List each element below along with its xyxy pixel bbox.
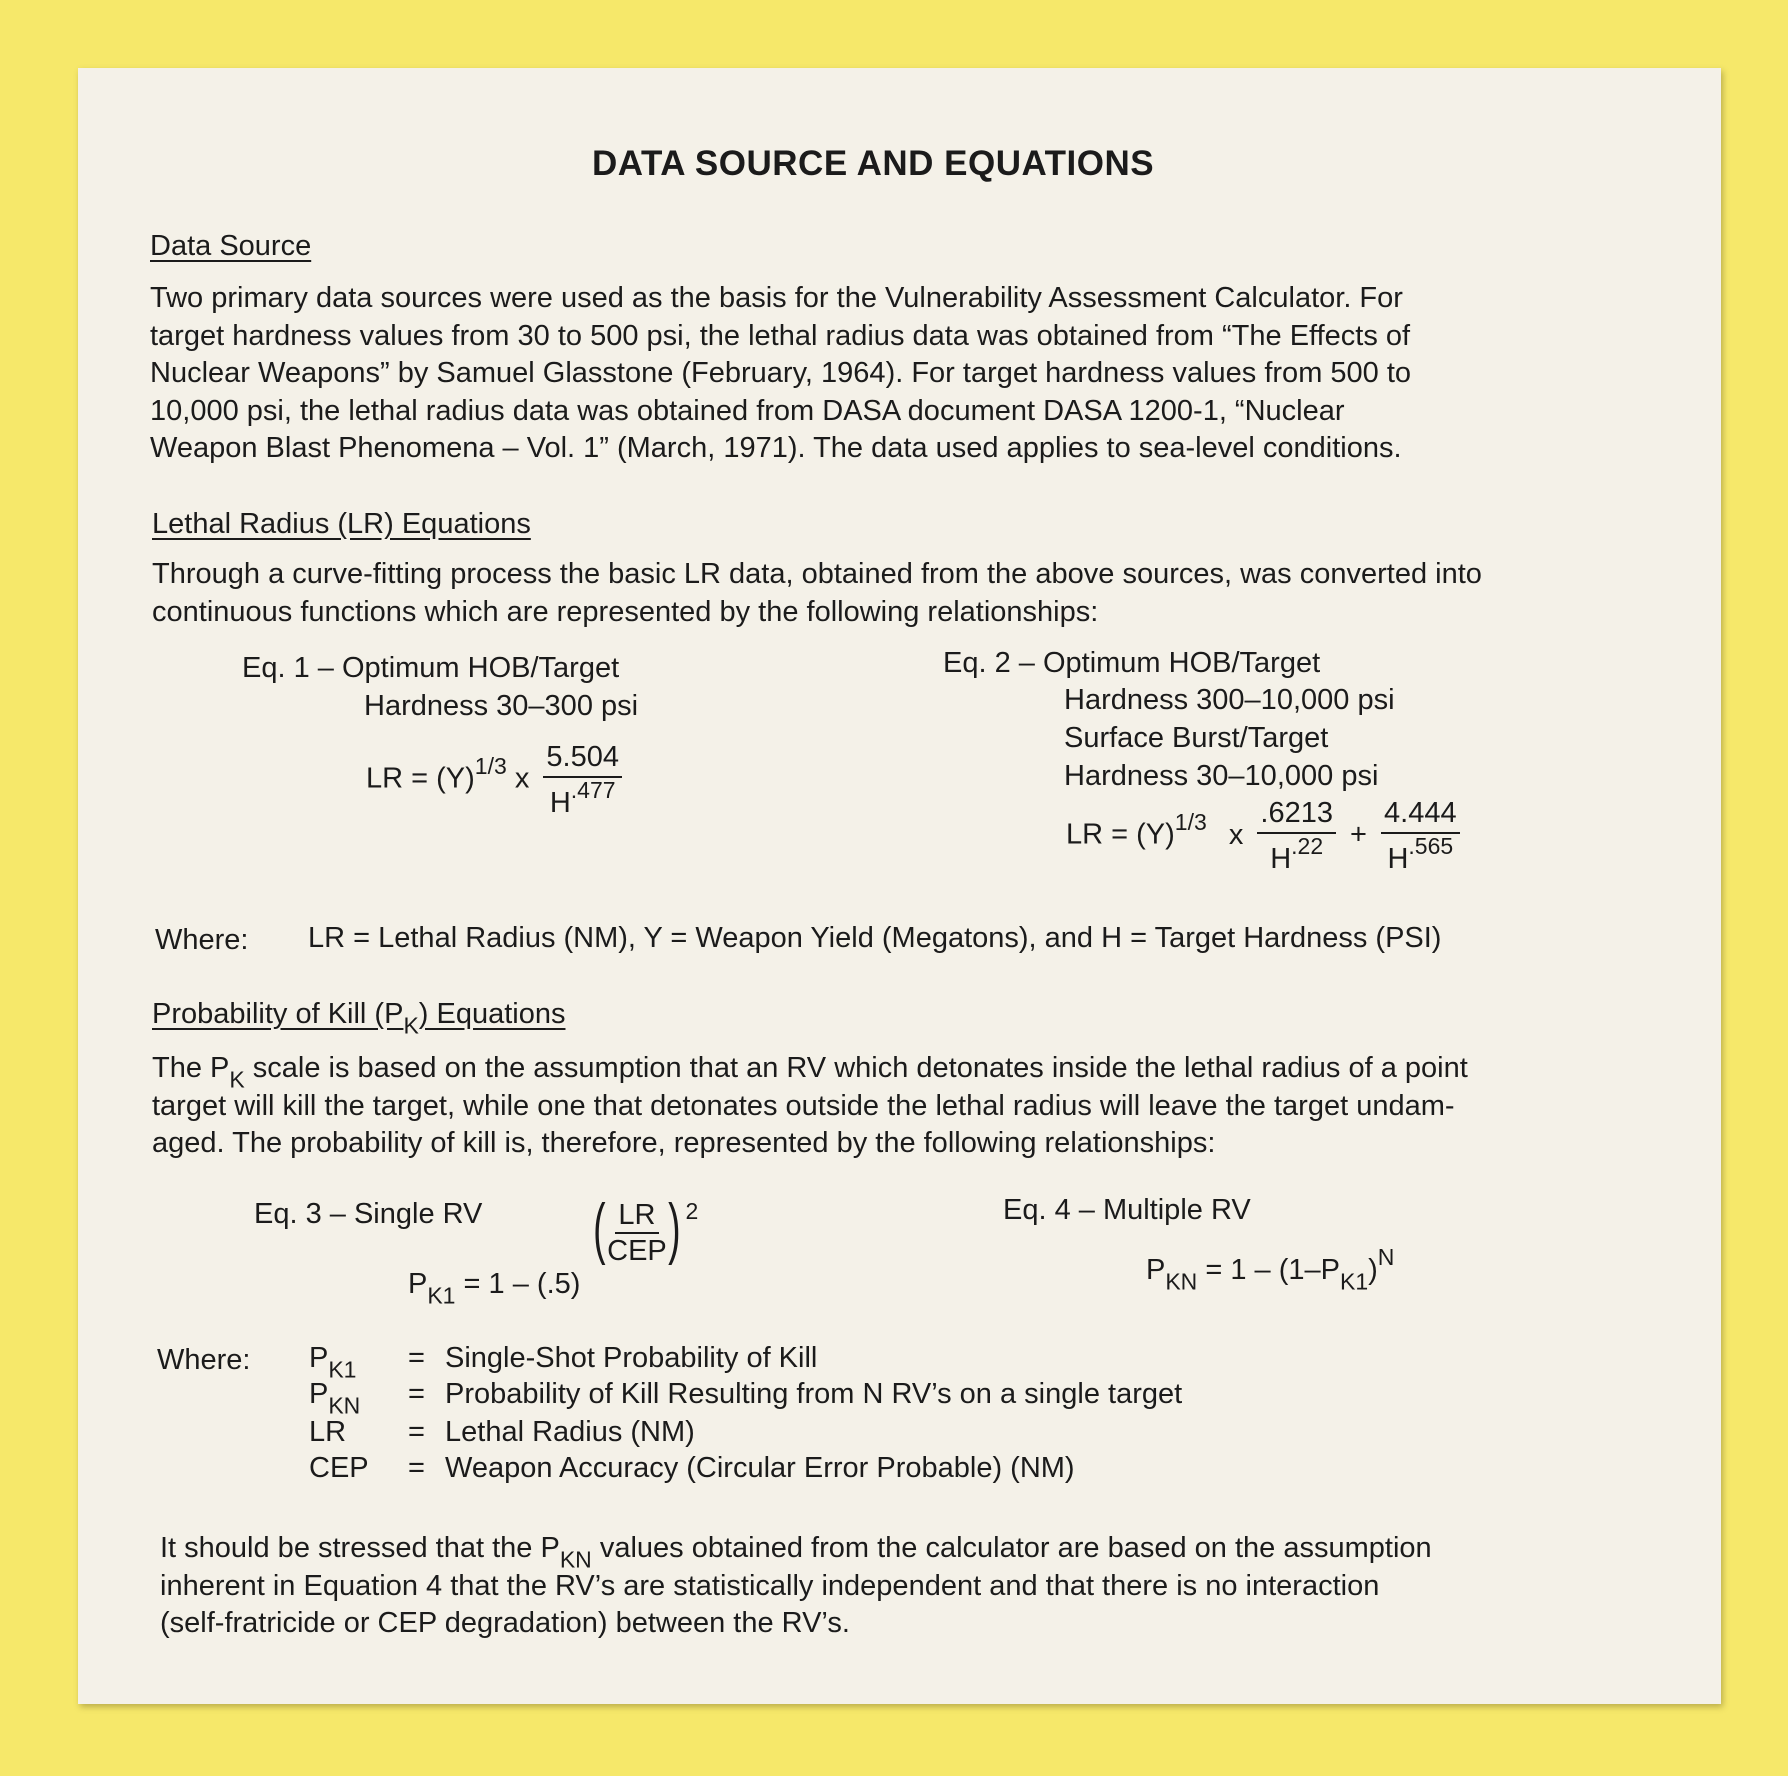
- eq3-exponent: 2: [685, 1198, 699, 1225]
- paragraph-line: Weapon Blast Phenomena – Vol. 1” (March, 1971). The data used applies to sea-level conditions.: [150, 432, 1402, 464]
- eq1-formula: [366, 740, 628, 820]
- eq2-hardness-2: Hardness 30–10,000 psi: [1064, 760, 1379, 792]
- page-title: DATA SOURCE AND EQUATIONS: [592, 144, 1155, 183]
- closing-line1-sub: KN: [559, 1546, 592, 1573]
- equals-sign: =: [408, 1342, 425, 1374]
- eq4-formula: [1146, 1244, 1395, 1295]
- equals-sign: =: [408, 1452, 425, 1484]
- eq2-fraction-2: [1381, 796, 1460, 876]
- eq4-lhs-base: P: [1146, 1254, 1166, 1286]
- eq1-exponent: 1/3: [474, 752, 507, 779]
- eq2-fraction-1: [1257, 796, 1336, 876]
- symbol-base: CEP: [309, 1452, 369, 1484]
- eq1-numerator: 5.504: [543, 740, 622, 778]
- eq4-rhs: = 1 – (1–P: [1205, 1254, 1340, 1286]
- eq1-den-exp: .477: [570, 777, 616, 804]
- paragraph-line: [160, 1530, 1432, 1573]
- data-source-paragraph: [150, 280, 1411, 468]
- eq3-denominator: CEP: [607, 1235, 667, 1267]
- eq4-lhs-sub: KN: [1165, 1268, 1198, 1295]
- lr-equations-heading: Lethal Radius (LR) Equations: [152, 508, 531, 540]
- paragraph-line: target will kill the target, while one that detonates outside the lethal radius will leave the target undam-: [152, 1089, 1455, 1122]
- definition-symbol: [309, 1342, 357, 1383]
- eq3-label: Eq. 3 – Single RV: [254, 1198, 483, 1230]
- pk-heading-post: ) Equations: [418, 998, 566, 1030]
- lr-where-label: Where:: [155, 924, 249, 956]
- symbol-base: P: [309, 1378, 329, 1410]
- eq4-rhs-sub: K1: [1339, 1268, 1369, 1295]
- paragraph-line: inherent in Equation 4 that the RV’s are statistically independent and that there is no interaction: [160, 1569, 1380, 1602]
- eq1-times: x: [514, 762, 530, 795]
- pk-heading-sub: K: [403, 1012, 419, 1039]
- paragraph-line: Nuclear Weapons” by Samuel Glasstone (February, 1964). For target hardness values from 500 to: [150, 357, 1412, 389]
- definition-text: Lethal Radius (NM): [445, 1416, 695, 1448]
- eq3-numerator: LR: [615, 1200, 658, 1234]
- paragraph-line: [152, 1050, 1468, 1093]
- closing-line1-pre: It should be stressed that the P: [160, 1532, 560, 1564]
- eq2-den2-base: H: [1387, 843, 1409, 875]
- eq4-label: Eq. 4 – Multiple RV: [1003, 1194, 1251, 1226]
- eq1-label: Eq. 1 – Optimum HOB/Target: [242, 652, 620, 684]
- eq3-lhs-sub: K1: [427, 1282, 456, 1309]
- symbol-base: P: [309, 1342, 329, 1374]
- symbol-sub: KN: [328, 1392, 361, 1419]
- pk-where-label: Where:: [157, 1344, 251, 1376]
- eq3-fraction: [607, 1200, 667, 1266]
- pk-heading-pre: Probability of Kill (P: [152, 998, 404, 1030]
- paragraph-line: Through a curve-fitting process the basic LR data, obtained from the above sources, was converted into: [152, 558, 1482, 590]
- lr-where-definitions: LR = Lethal Radius (NM), Y = Weapon Yield (Megatons), and H = Target Hardness (PSI): [308, 922, 1442, 954]
- pk-line1-sub: K: [229, 1066, 245, 1093]
- paragraph-line: aged. The probability of kill is, therefore, represented by the following relationships:: [152, 1127, 1216, 1159]
- left-paren: (: [593, 1190, 607, 1266]
- definition-symbol: [309, 1378, 361, 1419]
- eq3-rhs: = 1 – (.5): [463, 1268, 581, 1300]
- eq1-den-base: H: [549, 787, 571, 819]
- eq1-fraction: [543, 740, 622, 820]
- definition-text: Single-Shot Probability of Kill: [445, 1342, 818, 1374]
- symbol-base: LR: [309, 1416, 347, 1448]
- pk-line1-post: scale is based on the assumption that an RV which detonates inside the lethal radius of a point: [244, 1052, 1468, 1084]
- symbol-sub: K1: [328, 1356, 357, 1383]
- eq2-denominator-1: [1270, 834, 1323, 876]
- paragraph-line: Two primary data sources were used as the basis for the Vulnerability Assessment Calculator. For: [150, 282, 1403, 314]
- eq2-hardness: Hardness 300–10,000 psi: [1064, 684, 1395, 716]
- paragraph-line: (self-fratricide or CEP degradation) between the RV’s.: [160, 1607, 850, 1639]
- lr-intro-paragraph: [152, 556, 1482, 631]
- eq1-lhs: LR = (Y): [366, 762, 475, 795]
- eq3-lhs-base: P: [408, 1268, 428, 1300]
- eq2-numerator-2: 4.444: [1381, 796, 1460, 834]
- eq4-exponent: N: [1377, 1244, 1395, 1271]
- equals-sign: =: [408, 1416, 425, 1448]
- eq2-plus: +: [1350, 818, 1367, 851]
- eq1-hardness: Hardness 30–300 psi: [364, 690, 639, 722]
- closing-paragraph: [160, 1530, 1432, 1643]
- eq2-den2-exp: .565: [1408, 833, 1454, 860]
- paragraph-line: continuous functions which are represented by the following relationships:: [152, 595, 1099, 628]
- equals-sign: =: [408, 1378, 425, 1410]
- eq2-denominator-2: [1387, 834, 1453, 876]
- pk-intro-paragraph: [152, 1050, 1468, 1163]
- eq2-surface-burst: Surface Burst/Target: [1064, 722, 1329, 754]
- definition-text: Probability of Kill Resulting from N RV’s on a single target: [445, 1378, 1183, 1410]
- pk-equations-heading: [152, 998, 566, 1039]
- definition-symbol: [309, 1452, 369, 1485]
- paragraph-line: target hardness values from 30 to 500 psi, the lethal radius data was obtained from “The Effects of: [150, 319, 1411, 352]
- eq3-formula: [408, 1190, 699, 1309]
- pk-line1-pre: The P: [152, 1052, 230, 1084]
- right-paren: ): [667, 1190, 681, 1266]
- closing-line1-post: values obtained from the calculator are based on the assumption: [591, 1532, 1432, 1564]
- eq2-label: Eq. 2 – Optimum HOB/Target: [943, 647, 1321, 679]
- paragraph-line: 10,000 psi, the lethal radius data was obtained from DASA document DASA 1200-1, “Nuclear: [150, 394, 1345, 427]
- eq2-lhs: LR = (Y): [1066, 818, 1175, 851]
- eq2-numerator-1: .6213: [1257, 796, 1336, 834]
- eq2-den1-base: H: [1270, 843, 1292, 875]
- eq2-times: x: [1228, 818, 1244, 851]
- eq2-exponent: 1/3: [1174, 808, 1207, 835]
- eq2-formula: [1066, 796, 1466, 876]
- definition-text: Weapon Accuracy (Circular Error Probable) (NM): [445, 1452, 1075, 1484]
- definition-symbol: [309, 1416, 346, 1449]
- eq2-den1-exp: .22: [1291, 833, 1324, 860]
- eq1-denominator: [550, 778, 616, 820]
- eq4-rhs-close: ): [1368, 1254, 1378, 1286]
- data-source-heading: Data Source: [150, 230, 312, 262]
